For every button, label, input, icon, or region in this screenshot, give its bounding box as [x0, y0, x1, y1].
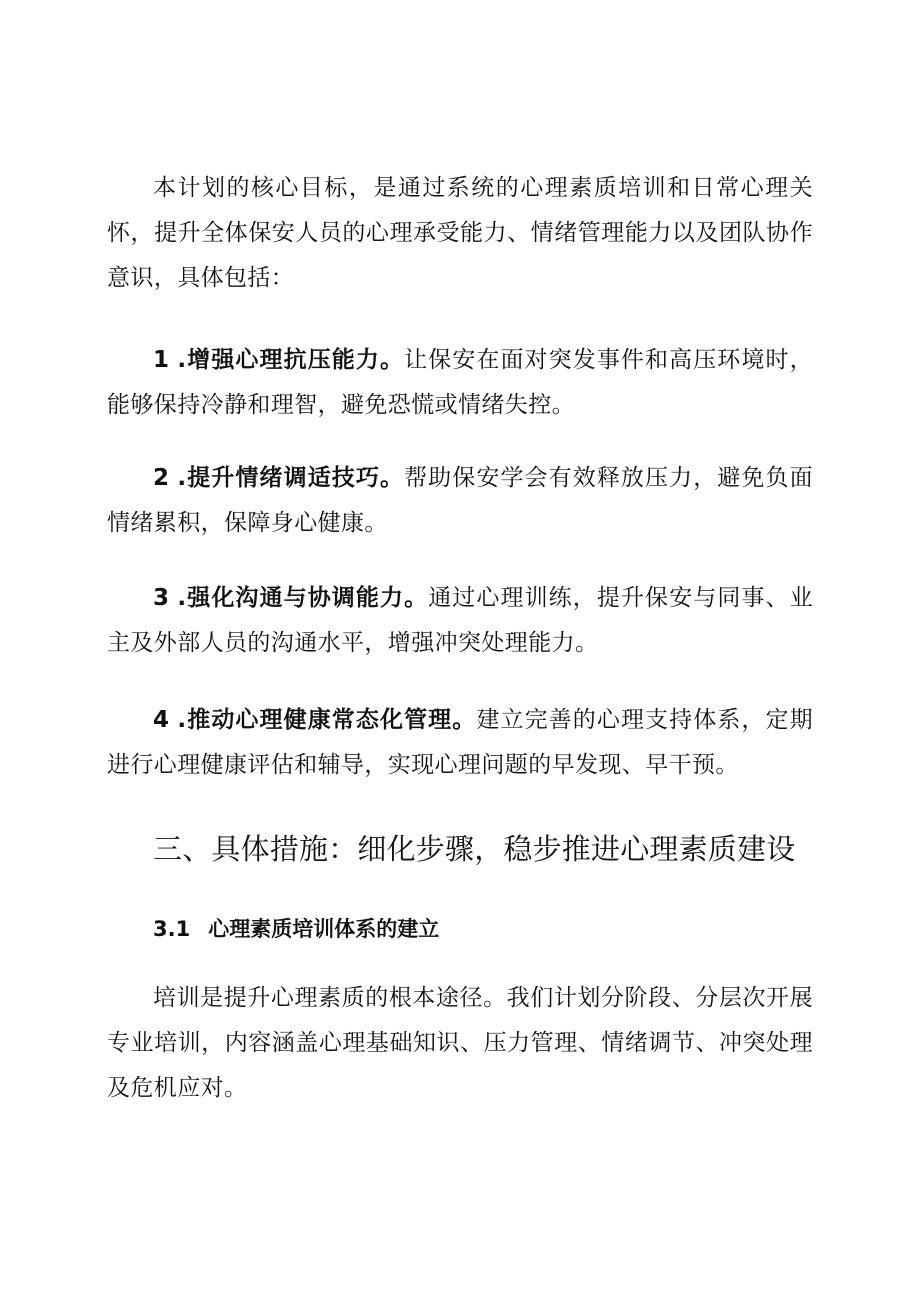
goal-item-4: [107, 698, 813, 788]
goal-text: 通过心理训练，提升保安与同事、业主及外部人员的沟通水平，增强冲突处理能力。: [107, 585, 813, 656]
goal-item-3: [107, 576, 813, 666]
training-paragraph: [107, 976, 813, 1111]
subsection-heading: [153, 909, 753, 949]
goal-item-2: [107, 456, 813, 546]
intro-text: 本计划的核心目标，是通过系统的心理素质培训和日常心理关怀，提升全体保安人员的心理承受能力、情绪管理能力以及团队协作意识，具体包括：: [107, 175, 813, 291]
goal-item-1: [107, 338, 813, 428]
subsection-number: 3.1: [153, 917, 191, 941]
goal-number: 4: [153, 707, 170, 733]
goal-text: 建立完善的心理支持体系，定期进行心理健康评估和辅导，实现心理问题的早发现、早干预。: [107, 707, 813, 778]
section-heading: 三、具体措施：细化步骤，稳步推进心理素质建设: [153, 832, 796, 866]
goal-number: 3: [153, 585, 170, 611]
goal-text: 帮助保安学会有效释放压力，避免负面情绪累积，保障身心健康。: [107, 465, 813, 536]
goal-title: .强化沟通与协调能力。: [177, 585, 429, 611]
subsection-title: 心理素质培训体系的建立: [208, 917, 440, 941]
goal-title: .推动心理健康常态化管理。: [177, 707, 477, 733]
goal-number: 2: [153, 465, 170, 491]
goal-text: 让保安在面对突发事件和高压环境时，能够保持冷静和理智，避免恐慌或情绪失控。: [107, 347, 813, 418]
goal-title: .增强心理抗压能力。: [177, 347, 405, 373]
goal-number: 1: [153, 347, 170, 373]
training-text: 培训是提升心理素质的根本途径。我们计划分阶段、分层次开展专业培训，内容涵盖心理基础知识、压力管理、情绪调节、冲突处理及危机应对。: [107, 985, 813, 1101]
goal-title: .提升情绪调适技巧。: [177, 465, 405, 491]
intro-paragraph: [107, 166, 813, 301]
